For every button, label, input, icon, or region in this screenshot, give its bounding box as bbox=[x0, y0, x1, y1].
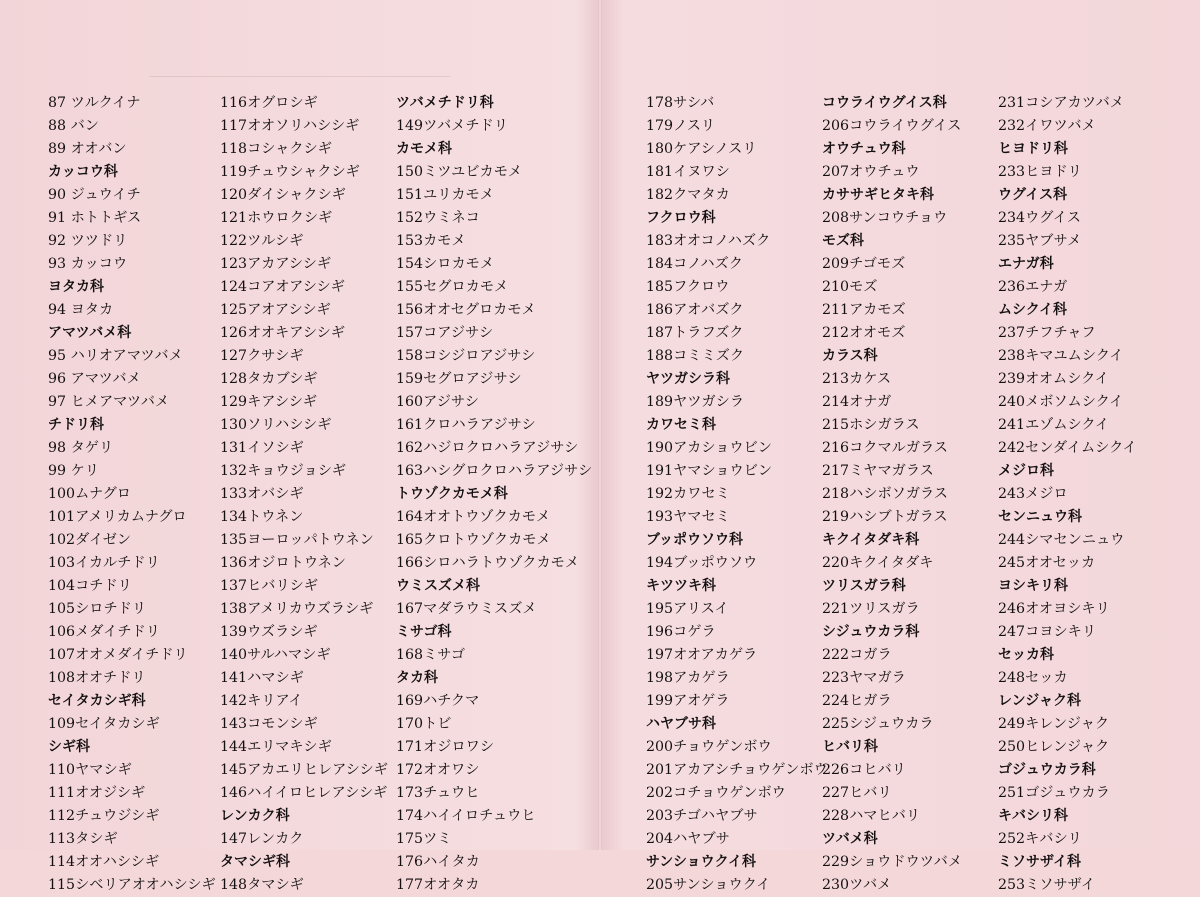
family-heading: ヤツガシラ科 bbox=[646, 371, 730, 387]
species-entry: 145アカエリヒレアシシギ bbox=[220, 762, 388, 778]
species-entry: 97 ヒメアマツバメ bbox=[48, 394, 170, 410]
family-heading: チドリ科 bbox=[48, 417, 104, 433]
species-entry: 188コミミズク bbox=[646, 348, 745, 364]
species-column-5 bbox=[822, 92, 1002, 897]
family-heading: ゴジュウカラ科 bbox=[998, 762, 1096, 778]
species-entry: 194ブッポウソウ bbox=[646, 555, 758, 571]
species-entry: 126オオキアシシギ bbox=[220, 325, 346, 341]
species-entry: 112チュウジシギ bbox=[48, 808, 160, 824]
species-entry: 172オオワシ bbox=[396, 762, 480, 778]
species-entry: 128タカブシギ bbox=[220, 371, 318, 387]
species-entry: 102ダイゼン bbox=[48, 532, 132, 548]
family-heading: カラス科 bbox=[822, 348, 878, 364]
species-entry: 92 ツツドリ bbox=[48, 233, 128, 249]
species-entry: 221ツリスガラ bbox=[822, 601, 920, 617]
species-entry: 185フクロウ bbox=[646, 279, 730, 295]
species-entry: 151ユリカモメ bbox=[396, 187, 494, 203]
species-entry: 207オウチュウ bbox=[822, 164, 920, 180]
species-entry: 226コヒバリ bbox=[822, 762, 906, 778]
species-entry: 216コクマルガラス bbox=[822, 440, 948, 456]
species-entry: 109セイタカシギ bbox=[48, 716, 160, 732]
species-entry: 252キバシリ bbox=[998, 831, 1082, 847]
species-entry: 173チュウヒ bbox=[396, 785, 480, 801]
family-heading: ツバメ科 bbox=[822, 831, 878, 847]
species-entry: 105シロチドリ bbox=[48, 601, 147, 617]
species-entry: 197オオアカゲラ bbox=[646, 647, 758, 663]
species-entry: 137ヒバリシギ bbox=[220, 578, 319, 594]
species-entry: 100ムナグロ bbox=[48, 486, 131, 502]
species-entry: 210モズ bbox=[822, 279, 878, 295]
species-entry: 94 ヨタカ bbox=[48, 302, 114, 318]
species-entry: 247コヨシキリ bbox=[998, 624, 1097, 640]
family-heading: アマツバメ科 bbox=[48, 325, 132, 341]
species-entry: 198アカゲラ bbox=[646, 670, 730, 686]
species-entry: 239オオムシクイ bbox=[998, 371, 1109, 387]
species-entry: 204ハヤブサ bbox=[646, 831, 730, 847]
family-heading: タマシギ科 bbox=[220, 854, 290, 870]
species-entry: 104コチドリ bbox=[48, 578, 132, 594]
species-entry: 240メボソムシクイ bbox=[998, 394, 1124, 410]
species-column-3 bbox=[396, 92, 593, 897]
species-entry: 218ハシボソガラス bbox=[822, 486, 948, 502]
species-entry: 110ヤマシギ bbox=[48, 762, 132, 778]
species-column-1 bbox=[48, 92, 228, 897]
species-entry: 87 ツルクイナ bbox=[48, 95, 141, 111]
species-entry: 143コモンシギ bbox=[220, 716, 318, 732]
family-heading: ヒバリ科 bbox=[822, 739, 878, 755]
species-entry: 202コチョウゲンボウ bbox=[646, 785, 786, 801]
species-entry: 125アオアシシギ bbox=[220, 302, 331, 318]
species-entry: 88 バン bbox=[48, 118, 99, 134]
species-entry: 119チュウシャクシギ bbox=[220, 164, 360, 180]
species-column-6 bbox=[998, 92, 1178, 897]
family-heading: カササギヒタキ科 bbox=[822, 187, 934, 203]
species-entry: 208サンコウチョウ bbox=[822, 210, 948, 226]
species-entry: 233ヒヨドリ bbox=[998, 164, 1082, 180]
species-entry: 243メジロ bbox=[998, 486, 1068, 502]
species-entry: 181イヌワシ bbox=[646, 164, 730, 180]
species-entry: 91 ホトトギス bbox=[48, 210, 142, 226]
family-heading: キバシリ科 bbox=[998, 808, 1068, 824]
species-entry: 106メダイチドリ bbox=[48, 624, 160, 640]
species-entry: 235ヤブサメ bbox=[998, 233, 1082, 249]
family-heading: コウライウグイス科 bbox=[822, 95, 947, 111]
species-entry: 206コウライウグイス bbox=[822, 118, 962, 134]
family-heading: ヒヨドリ科 bbox=[998, 141, 1068, 157]
species-entry: 242センダイムシクイ bbox=[998, 440, 1137, 456]
species-entry: 103イカルチドリ bbox=[48, 555, 160, 571]
faded-header-bleed bbox=[150, 36, 450, 77]
family-heading: ミソサザイ科 bbox=[998, 854, 1082, 870]
species-entry: 236エナガ bbox=[998, 279, 1068, 295]
family-heading: キツツキ科 bbox=[646, 578, 716, 594]
species-entry: 117オオソリハシシギ bbox=[220, 118, 360, 134]
species-entry: 187トラフズク bbox=[646, 325, 744, 341]
species-entry: 211アカモズ bbox=[822, 302, 906, 318]
family-heading: キクイタダキ科 bbox=[822, 532, 920, 548]
species-entry: 121ホウロクシギ bbox=[220, 210, 333, 226]
species-entry: 234ウグイス bbox=[998, 210, 1081, 226]
species-entry: 224ヒガラ bbox=[822, 693, 892, 709]
species-entry: 113タシギ bbox=[48, 831, 118, 847]
species-entry: 238キマユムシクイ bbox=[998, 348, 1124, 364]
species-entry: 122ツルシギ bbox=[220, 233, 304, 249]
species-entry: 196コゲラ bbox=[646, 624, 716, 640]
family-heading: タカ科 bbox=[396, 670, 438, 686]
family-heading: レンカク科 bbox=[220, 808, 290, 824]
species-entry: 154シロカモメ bbox=[396, 256, 495, 272]
species-entry: 138アメリカウズラシギ bbox=[220, 601, 374, 617]
family-heading: シギ科 bbox=[48, 739, 90, 755]
species-entry: 209チゴモズ bbox=[822, 256, 906, 272]
species-entry: 123アカアシシギ bbox=[220, 256, 332, 272]
species-entry: 201アカアシチョウゲンボウ bbox=[646, 762, 828, 778]
species-entry: 124コアオアシシギ bbox=[220, 279, 345, 295]
species-entry: 148タマシギ bbox=[220, 877, 304, 893]
family-heading: カモメ科 bbox=[396, 141, 452, 157]
family-heading: ウグイス科 bbox=[998, 187, 1068, 203]
species-entry: 150ミツユビカモメ bbox=[396, 164, 523, 180]
species-entry: 229ショウドウツバメ bbox=[822, 854, 963, 870]
species-entry: 192カワセミ bbox=[646, 486, 730, 502]
species-entry: 132キョウジョシギ bbox=[220, 463, 347, 479]
species-entry: 241エゾムシクイ bbox=[998, 417, 1110, 433]
species-entry: 93 カッコウ bbox=[48, 256, 128, 272]
species-entry: 107オオメダイチドリ bbox=[48, 647, 188, 663]
family-heading: サンショウクイ科 bbox=[646, 854, 756, 870]
species-entry: 158コシジロアジサシ bbox=[396, 348, 536, 364]
species-entry: 95 ハリオアマツバメ bbox=[48, 348, 183, 364]
family-heading: トウゾクカモメ科 bbox=[396, 486, 508, 502]
family-heading: オウチュウ科 bbox=[822, 141, 906, 157]
family-heading: モズ科 bbox=[822, 233, 864, 249]
species-entry: 177オオタカ bbox=[396, 877, 480, 893]
species-entry: 253ミソサザイ bbox=[998, 877, 1096, 893]
species-entry: 217ミヤマガラス bbox=[822, 463, 934, 479]
species-entry: 212オオモズ bbox=[822, 325, 906, 341]
species-entry: 191ヤマショウビン bbox=[646, 463, 773, 479]
species-entry: 227ヒバリ bbox=[822, 785, 892, 801]
species-entry: 118コシャクシギ bbox=[220, 141, 332, 157]
species-entry: 111オオジシギ bbox=[48, 785, 146, 801]
species-entry: 99 ケリ bbox=[48, 463, 99, 479]
species-entry: 120ダイシャクシギ bbox=[220, 187, 346, 203]
species-entry: 140サルハマシギ bbox=[220, 647, 331, 663]
species-entry: 237チフチャフ bbox=[998, 325, 1096, 341]
family-heading: センニュウ科 bbox=[998, 509, 1082, 525]
family-heading: ミサゴ科 bbox=[396, 624, 452, 640]
species-entry: 193ヤマセミ bbox=[646, 509, 730, 525]
species-column-4 bbox=[646, 92, 826, 897]
species-entry: 131イソシギ bbox=[220, 440, 304, 456]
species-entry: 164オオトウゾクカモメ bbox=[396, 509, 551, 525]
species-entry: 96 アマツバメ bbox=[48, 371, 141, 387]
family-heading: メジロ科 bbox=[998, 463, 1054, 479]
species-entry: 175ツミ bbox=[396, 831, 452, 847]
species-entry: 142キリアイ bbox=[220, 693, 303, 709]
species-entry: 130ソリハシシギ bbox=[220, 417, 332, 433]
species-entry: 183オオコノハズク bbox=[646, 233, 771, 249]
species-entry: 139ウズラシギ bbox=[220, 624, 318, 640]
family-heading: レンジャク科 bbox=[998, 693, 1082, 709]
species-entry: 205サンショウクイ bbox=[646, 877, 771, 893]
species-entry: 144エリマキシギ bbox=[220, 739, 332, 755]
species-entry: 189ヤツガシラ bbox=[646, 394, 745, 410]
species-entry: 116オグロシギ bbox=[220, 95, 318, 111]
center-fold bbox=[598, 0, 602, 850]
species-entry: 174ハイイロチュウヒ bbox=[396, 808, 536, 824]
species-entry: 249キレンジャク bbox=[998, 716, 1110, 732]
species-entry: 248セッカ bbox=[998, 670, 1068, 686]
family-heading: シジュウカラ科 bbox=[822, 624, 920, 640]
family-heading: ムシクイ科 bbox=[998, 302, 1068, 318]
species-entry: 168ミサゴ bbox=[396, 647, 466, 663]
species-entry: 200チョウゲンボウ bbox=[646, 739, 772, 755]
species-entry: 199アオゲラ bbox=[646, 693, 730, 709]
species-entry: 171オジロワシ bbox=[396, 739, 495, 755]
species-entry: 180ケアシノスリ bbox=[646, 141, 757, 157]
species-entry: 129キアシシギ bbox=[220, 394, 318, 410]
species-entry: 244シマセンニュウ bbox=[998, 532, 1125, 548]
species-entry: 166シロハラトウゾクカモメ bbox=[396, 555, 580, 571]
species-entry: 195アリスイ bbox=[646, 601, 729, 617]
species-column-2 bbox=[220, 92, 400, 897]
species-entry: 245オオセッカ bbox=[998, 555, 1096, 571]
species-entry: 156オオセグロカモメ bbox=[396, 302, 536, 318]
species-entry: 184コノハズク bbox=[646, 256, 743, 272]
species-entry: 149ツバメチドリ bbox=[396, 118, 508, 134]
species-entry: 231コシアカツバメ bbox=[998, 95, 1124, 111]
species-entry: 220キクイタダキ bbox=[822, 555, 934, 571]
species-entry: 178サシバ bbox=[646, 95, 715, 111]
species-entry: 89 オオバン bbox=[48, 141, 127, 157]
species-entry: 161クロハラアジサシ bbox=[396, 417, 536, 433]
species-entry: 250ヒレンジャク bbox=[998, 739, 1110, 755]
family-heading: ヨタカ科 bbox=[48, 279, 104, 295]
species-entry: 170トビ bbox=[396, 716, 452, 732]
family-heading: ツバメチドリ科 bbox=[396, 95, 494, 111]
species-entry: 101アメリカムナグロ bbox=[48, 509, 187, 525]
species-entry: 246オオヨシキリ bbox=[998, 601, 1110, 617]
species-entry: 232イワツバメ bbox=[998, 118, 1096, 134]
species-entry: 160アジサシ bbox=[396, 394, 479, 410]
family-heading: ハヤブサ科 bbox=[646, 716, 716, 732]
family-heading: ブッポウソウ科 bbox=[646, 532, 744, 548]
family-heading: エナガ科 bbox=[998, 256, 1054, 272]
species-entry: 251ゴジュウカラ bbox=[998, 785, 1110, 801]
species-entry: 165クロトウゾクカモメ bbox=[396, 532, 551, 548]
species-entry: 141ハマシギ bbox=[220, 670, 304, 686]
family-heading: ウミスズメ科 bbox=[396, 578, 480, 594]
species-entry: 190アカショウビン bbox=[646, 440, 772, 456]
species-entry: 157コアジサシ bbox=[396, 325, 494, 341]
species-entry: 147レンカク bbox=[220, 831, 304, 847]
species-entry: 155セグロカモメ bbox=[396, 279, 509, 295]
species-entry: 127クサシギ bbox=[220, 348, 304, 364]
species-entry: 228ハマヒバリ bbox=[822, 808, 921, 824]
species-entry: 135ヨーロッパトウネン bbox=[220, 532, 374, 548]
species-entry: 203チゴハヤブサ bbox=[646, 808, 758, 824]
species-entry: 152ウミネコ bbox=[396, 210, 480, 226]
species-entry: 186アオバズク bbox=[646, 302, 744, 318]
species-entry: 169ハチクマ bbox=[396, 693, 480, 709]
species-entry: 90 ジュウイチ bbox=[48, 187, 141, 203]
species-entry: 159セグロアジサシ bbox=[396, 371, 522, 387]
species-entry: 214オナガ bbox=[822, 394, 892, 410]
species-entry: 146ハイイロヒレアシシギ bbox=[220, 785, 388, 801]
species-entry: 153カモメ bbox=[396, 233, 466, 249]
species-entry: 182クマタカ bbox=[646, 187, 730, 203]
species-entry: 223ヤマガラ bbox=[822, 670, 906, 686]
species-entry: 213カケス bbox=[822, 371, 892, 387]
family-heading: フクロウ科 bbox=[646, 210, 716, 226]
species-entry: 162ハジロクロハラアジサシ bbox=[396, 440, 579, 456]
species-entry: 179ノスリ bbox=[646, 118, 716, 134]
species-entry: 163ハシグロクロハラアジサシ bbox=[396, 463, 593, 479]
species-entry: 225シジュウカラ bbox=[822, 716, 934, 732]
species-entry: 133オバシギ bbox=[220, 486, 304, 502]
species-entry: 230ツバメ bbox=[822, 877, 892, 893]
family-heading: セッカ科 bbox=[998, 647, 1054, 663]
species-entry: 215ホシガラス bbox=[822, 417, 920, 433]
family-heading: カワセミ科 bbox=[646, 417, 716, 433]
species-entry: 176ハイタカ bbox=[396, 854, 480, 870]
species-entry: 136オジロトウネン bbox=[220, 555, 346, 571]
species-entry: 134トウネン bbox=[220, 509, 304, 525]
species-entry: 114オオハシシギ bbox=[48, 854, 160, 870]
species-entry: 115シベリアオオハシシギ bbox=[48, 877, 216, 893]
species-entry: 98 タゲリ bbox=[48, 440, 114, 456]
species-entry: 222コガラ bbox=[822, 647, 892, 663]
species-entry: 167マダラウミスズメ bbox=[396, 601, 537, 617]
family-heading: ヨシキリ科 bbox=[998, 578, 1068, 594]
family-heading: ツリスガラ科 bbox=[822, 578, 906, 594]
species-entry: 108オオチドリ bbox=[48, 670, 146, 686]
family-heading: セイタカシギ科 bbox=[48, 693, 146, 709]
species-entry: 219ハシブトガラス bbox=[822, 509, 948, 525]
family-heading: カッコウ科 bbox=[48, 164, 118, 180]
